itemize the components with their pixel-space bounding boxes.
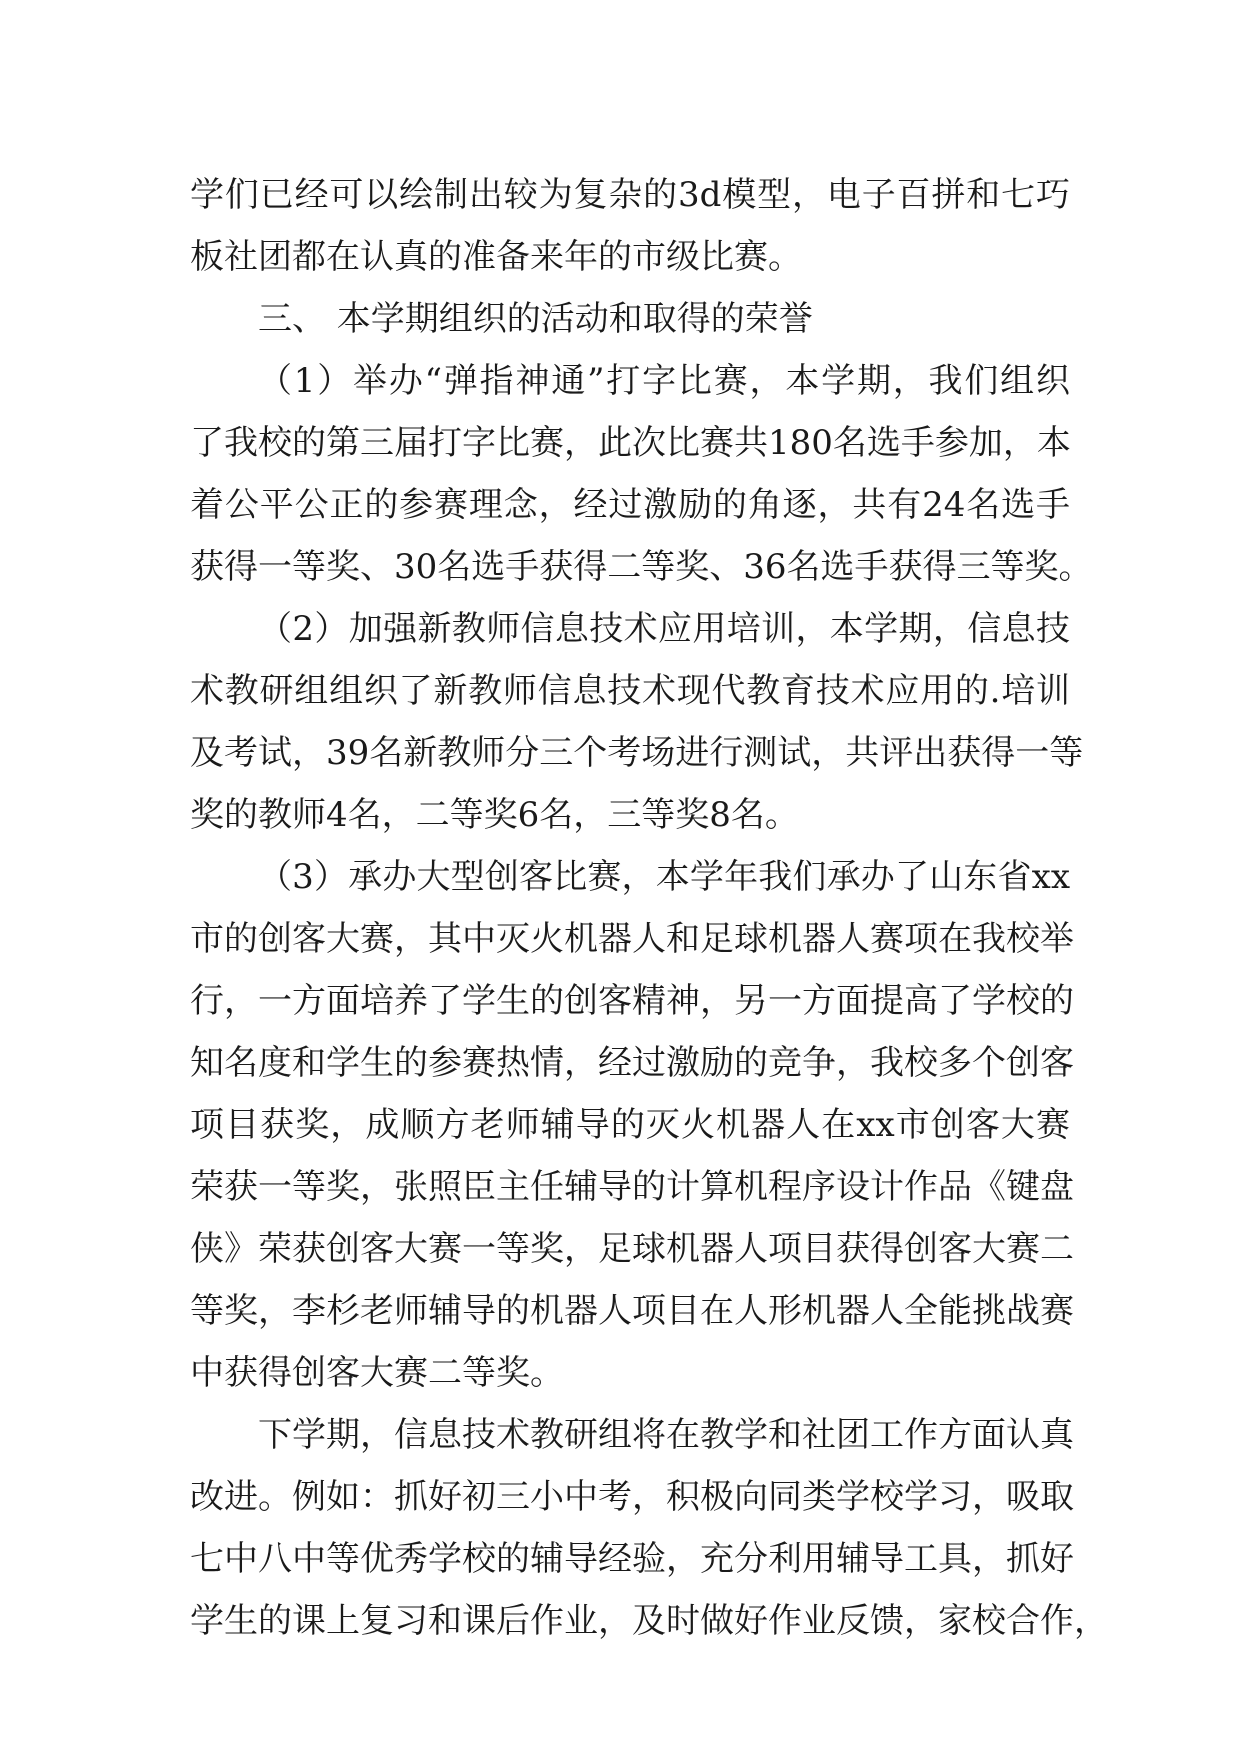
- text-line: 奖的教师4名，二等奖6名，三等奖8名。: [190, 795, 799, 835]
- text-line: 学生的课上复习和课后作业，及时做好作业反馈，家校合作，: [190, 1601, 1108, 1641]
- text-line: 改进。例如：抓好初三小中考，积极向同类学校学习，吸取: [190, 1477, 1074, 1517]
- text-line: 术教研组组织了新教师信息技术现代教育技术应用的.培训: [190, 671, 1070, 711]
- text-line: 市的创客大赛，其中灭火机器人和足球机器人赛项在我校举: [190, 919, 1074, 959]
- text-line: 板社团都在认真的准备来年的市级比赛。: [190, 237, 802, 277]
- text-line: 七中八中等优秀学校的辅导经验，充分利用辅导工具，抓好: [190, 1539, 1074, 1579]
- text-line: 项目获奖，成顺方老师辅导的灭火机器人在xx市创客大赛: [190, 1105, 1070, 1145]
- text-line: 获得一等奖、30名选手获得二等奖、36名选手获得三等奖。: [190, 547, 1093, 587]
- text-line: 中获得创客大赛二等奖。: [190, 1353, 564, 1393]
- paragraph-item-1: [190, 350, 1093, 598]
- text-line: 下学期，信息技术教研组将在教学和社团工作方面认真: [258, 1415, 1074, 1455]
- text-line: 知名度和学生的参赛热情，经过激励的竞争，我校多个创客: [190, 1043, 1074, 1083]
- section-three-heading: 三、 本学期组织的活动和取得的荣誉: [258, 299, 813, 339]
- paragraph-intro-continuation: [190, 164, 1070, 288]
- text-line: （3）承办大型创客比赛，本学年我们承办了山东省xx: [258, 857, 1070, 897]
- paragraph-next-semester: [190, 1404, 1108, 1652]
- document-body: [190, 164, 1108, 1652]
- text-line: 行，一方面培养了学生的创客精神，另一方面提高了学校的: [190, 981, 1074, 1021]
- text-line: 荣获一等奖，张照臣主任辅导的计算机程序设计作品《键盘: [190, 1167, 1074, 1207]
- text-line: 着公平公正的参赛理念，经过激励的角逐，共有24名选手: [190, 485, 1070, 525]
- paragraph-item-2: [190, 598, 1084, 846]
- text-line: 等奖，李杉老师辅导的机器人项目在人形机器人全能挑战赛: [190, 1291, 1074, 1331]
- text-line: 了我校的第三届打字比赛，此次比赛共180名选手参加，本: [190, 423, 1071, 463]
- section-heading: [190, 288, 1070, 350]
- paragraph-item-3: [190, 846, 1074, 1404]
- text-line: 侠》荣获创客大赛一等奖，足球机器人项目获得创客大赛二: [190, 1229, 1074, 1269]
- text-line: 及考试，39名新教师分三个考场进行测试，共评出获得一等: [190, 733, 1084, 773]
- text-line: （2）加强新教师信息技术应用培训，本学期，信息技: [258, 609, 1070, 649]
- text-line: 学们已经可以绘制出较为复杂的3d模型，电子百拼和七巧: [190, 175, 1070, 215]
- text-line: （1）举办“弹指神通”打字比赛，本学期，我们组织: [258, 361, 1070, 401]
